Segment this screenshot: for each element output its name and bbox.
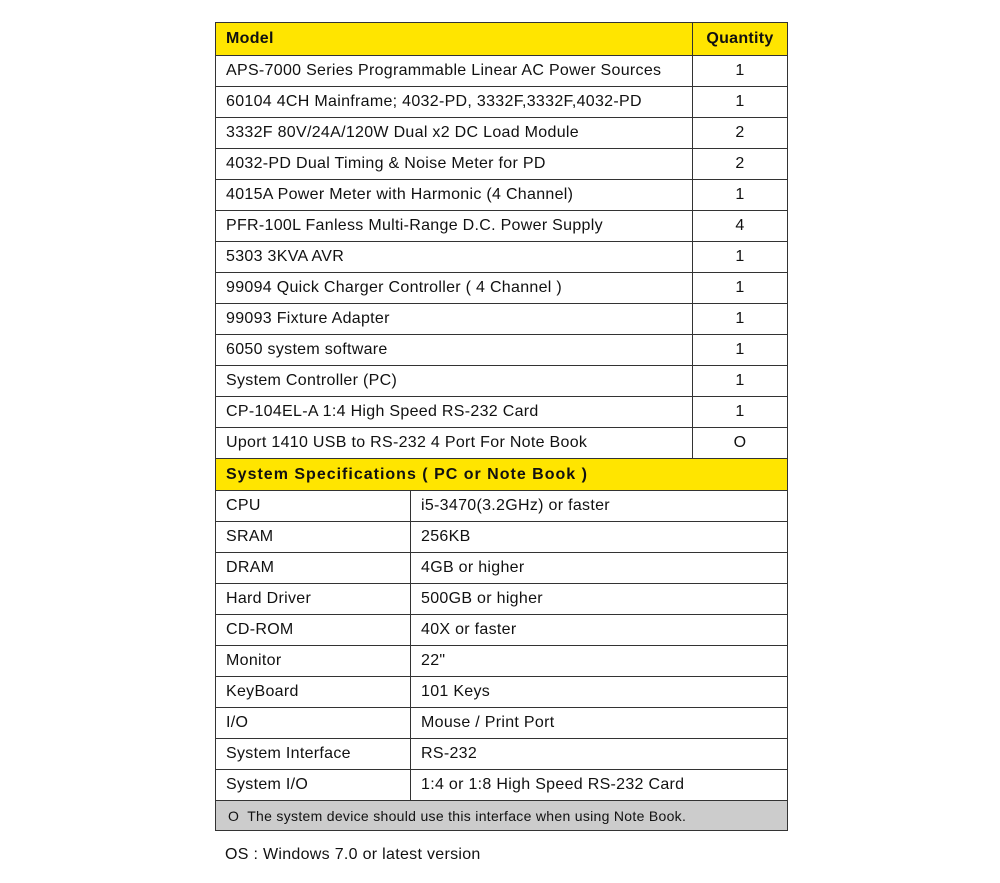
spec-name: Hard Driver (216, 584, 411, 614)
model-cell: 99094 Quick Charger Controller ( 4 Channel ) (216, 273, 693, 303)
spec-value: Mouse / Print Port (421, 714, 555, 731)
quantity-column-header: Quantity (706, 30, 774, 47)
spec-row (216, 738, 787, 769)
model-cell: System Controller (PC) (216, 366, 693, 396)
footnote (216, 801, 787, 830)
model-cell: Uport 1410 USB to RS-232 4 Port For Note Book (216, 428, 693, 458)
spec-name: SRAM (216, 522, 411, 552)
spec-value: 4GB or higher (421, 559, 525, 576)
table-row (216, 148, 787, 179)
quantity-cell: 1 (735, 186, 745, 203)
spec-value: 500GB or higher (421, 590, 543, 607)
model-cell: 3332F 80V/24A/120W Dual x2 DC Load Module (216, 118, 693, 148)
spec-row (216, 645, 787, 676)
spec-name: System Interface (216, 739, 411, 769)
spec-name: DRAM (216, 553, 411, 583)
table-row (216, 179, 787, 210)
footnote-text: The system device should use this interface when using Note Book. (247, 807, 687, 824)
table-row (216, 55, 787, 86)
model-cell: 4032-PD Dual Timing & Noise Meter for PD (216, 149, 693, 179)
quantity-cell: 1 (735, 93, 745, 110)
spec-value: 22" (421, 652, 446, 669)
spec-value: 101 Keys (421, 683, 491, 700)
table-row (216, 210, 787, 241)
quantity-cell: 1 (735, 341, 745, 358)
spec-name: System I/O (216, 770, 411, 800)
spec-value: 1:4 or 1:8 High Speed RS-232 Card (421, 776, 685, 793)
quantity-cell: 1 (735, 310, 745, 327)
spec-row (216, 707, 787, 738)
spec-name: KeyBoard (216, 677, 411, 707)
model-cell: 4015A Power Meter with Harmonic (4 Channel) (216, 180, 693, 210)
spec-row (216, 583, 787, 614)
table-row (216, 396, 787, 427)
model-cell: CP-104EL-A 1:4 High Speed RS-232 Card (216, 397, 693, 427)
model-cell: 6050 system software (216, 335, 693, 365)
spec-name: CPU (216, 491, 411, 521)
spec-name: I/O (216, 708, 411, 738)
spec-name: CD-ROM (216, 615, 411, 645)
quantity-cell: 2 (735, 155, 745, 172)
model-column-header: Model (216, 23, 693, 55)
quantity-cell: 1 (735, 403, 745, 420)
spec-value: i5-3470(3.2GHz) or faster (421, 497, 610, 514)
table-row (216, 303, 787, 334)
quantity-cell: O (733, 434, 747, 451)
spec-row (216, 552, 787, 583)
table-row (216, 427, 787, 458)
quantity-cell: 1 (735, 62, 745, 79)
spec-row (216, 614, 787, 645)
table-row (216, 334, 787, 365)
spec-row (216, 521, 787, 552)
quantity-cell: 1 (735, 372, 745, 389)
os-requirement: OS : Windows 7.0 or latest version (225, 846, 481, 863)
spec-value: 40X or faster (421, 621, 517, 638)
spec-row (216, 490, 787, 521)
model-cell: 99093 Fixture Adapter (216, 304, 693, 334)
table-row (216, 117, 787, 148)
spec-row (216, 769, 787, 800)
circle-marker-icon: O (228, 807, 240, 824)
spec-name: Monitor (216, 646, 411, 676)
model-cell: PFR-100L Fanless Multi-Range D.C. Power Supply (216, 211, 693, 241)
model-cell: 5303 3KVA AVR (216, 242, 693, 272)
spec-value: RS-232 (421, 745, 478, 762)
model-cell: APS-7000 Series Programmable Linear AC Power Sources (216, 56, 693, 86)
table-row (216, 272, 787, 303)
spec-row (216, 676, 787, 707)
model-cell: 60104 4CH Mainframe; 4032-PD, 3332F,3332F,4032-PD (216, 87, 693, 117)
configuration-table (215, 22, 788, 831)
footnote-row (216, 800, 787, 830)
quantity-cell: 1 (735, 248, 745, 265)
system-specifications-header (216, 458, 787, 490)
table-header-row (216, 23, 787, 55)
table-row (216, 86, 787, 117)
table-row (216, 241, 787, 272)
spec-value: 256KB (421, 528, 471, 545)
quantity-cell: 4 (735, 217, 745, 234)
table-row (216, 365, 787, 396)
section-title: System Specifications ( PC or Note Book ) (226, 465, 588, 483)
quantity-cell: 2 (735, 124, 745, 141)
quantity-cell: 1 (735, 279, 745, 296)
